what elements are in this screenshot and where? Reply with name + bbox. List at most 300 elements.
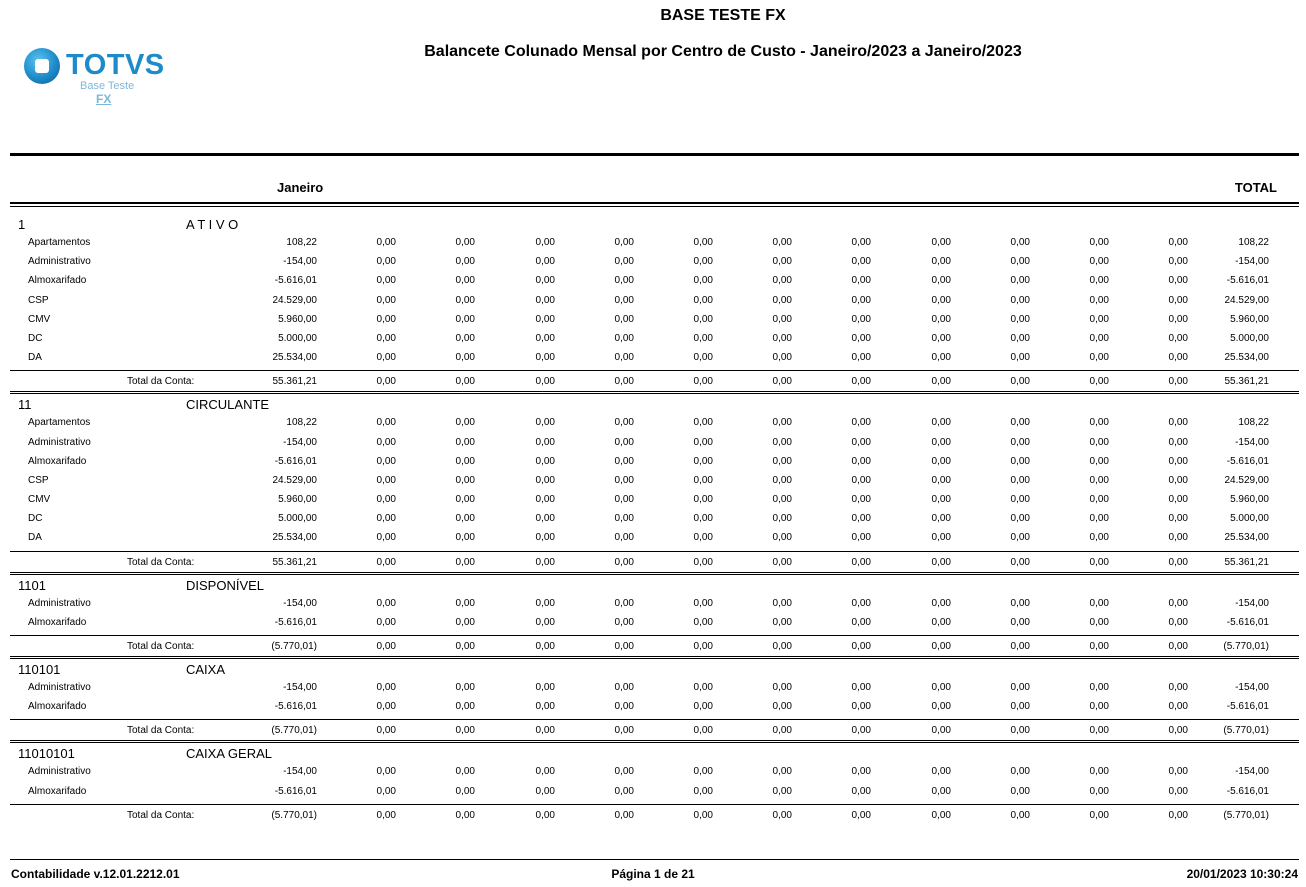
zero-value-cell: 0,00 <box>535 597 555 609</box>
zero-value-cell: 0,00 <box>931 641 951 652</box>
zero-value-cell: 0,00 <box>376 376 396 388</box>
account-section <box>0 743 1306 824</box>
zero-value-cell: 0,00 <box>614 332 634 344</box>
janeiro-value-cell: -154,00 <box>283 597 317 609</box>
zero-value-cell: 0,00 <box>376 313 396 325</box>
janeiro-value-cell: 5.000,00 <box>278 513 317 525</box>
account-total-label: Total da Conta: <box>127 809 195 821</box>
zero-value-cell: 0,00 <box>1168 275 1188 287</box>
report-subtitle: Balancete Colunado Mensal por Centro de Custo - Janeiro/2023 a Janeiro/2023 <box>424 43 1022 60</box>
zero-value-cell: 0,00 <box>1089 474 1109 486</box>
grand-total-cell: (5.770,01) <box>1223 809 1269 821</box>
cost-center-label: Almoxarifado <box>28 616 87 628</box>
logo-line2: FX <box>96 92 112 106</box>
zero-value-cell: 0,00 <box>931 436 951 448</box>
zero-value-cell: 0,00 <box>931 494 951 506</box>
zero-value-cell: 0,00 <box>931 474 951 486</box>
zero-value-cell: 0,00 <box>376 725 396 737</box>
zero-value-cell: 0,00 <box>851 532 871 544</box>
footer-divider <box>10 859 1299 860</box>
zero-value-cell: 0,00 <box>931 682 951 693</box>
zero-value-cell: 0,00 <box>693 556 713 568</box>
cost-center-row <box>0 433 1306 452</box>
zero-value-cell: 0,00 <box>1089 376 1109 388</box>
janeiro-value-cell: 24.529,00 <box>272 294 317 306</box>
zero-value-cell: 0,00 <box>931 701 951 713</box>
zero-value-cell: 0,00 <box>614 597 634 609</box>
cost-center-row <box>0 678 1306 697</box>
zero-value-cell: 0,00 <box>455 474 475 486</box>
zero-value-cell: 0,00 <box>693 417 713 429</box>
zero-value-cell: 0,00 <box>455 597 475 609</box>
zero-value-cell: 0,00 <box>376 494 396 506</box>
zero-value-cell: 0,00 <box>535 494 555 506</box>
cost-center-row <box>0 471 1306 490</box>
zero-value-cell: 0,00 <box>693 494 713 506</box>
zero-value-cell: 0,00 <box>772 313 792 325</box>
grand-total-cell: 55.361,21 <box>1224 376 1269 388</box>
account-code: 1 <box>18 217 26 232</box>
zero-value-cell: 0,00 <box>931 332 951 344</box>
zero-value-cell: 0,00 <box>931 417 951 429</box>
total-value-cell: 5.960,00 <box>1230 313 1269 325</box>
zero-value-cell: 0,00 <box>1010 725 1030 737</box>
zero-value-cell: 0,00 <box>1168 352 1188 364</box>
total-value-cell: -154,00 <box>1235 766 1269 778</box>
zero-value-cell: 0,00 <box>535 474 555 486</box>
company-title: BASE TESTE FX <box>660 7 786 24</box>
cost-center-row <box>0 291 1306 310</box>
zero-value-cell: 0,00 <box>535 785 555 797</box>
zero-value-cell: 0,00 <box>614 256 634 268</box>
account-total-label: Total da Conta: <box>127 641 195 652</box>
cost-center-row <box>0 348 1306 367</box>
cost-center-label: Administrativo <box>28 436 91 448</box>
zero-value-cell: 0,00 <box>851 376 871 388</box>
cost-center-row <box>0 252 1306 271</box>
zero-value-cell: 0,00 <box>851 352 871 364</box>
grand-total-cell: 55.361,21 <box>1224 556 1269 568</box>
zero-value-cell: 0,00 <box>614 417 634 429</box>
zero-value-cell: 0,00 <box>614 352 634 364</box>
zero-value-cell: 0,00 <box>693 701 713 713</box>
zero-value-cell: 0,00 <box>693 682 713 693</box>
cost-center-label: DC <box>28 513 43 525</box>
zero-value-cell: 0,00 <box>1089 513 1109 525</box>
zero-value-cell: 0,00 <box>931 352 951 364</box>
janeiro-value-cell: -5.616,01 <box>274 785 317 797</box>
janeiro-total-cell: (5.770,01) <box>271 725 317 737</box>
zero-value-cell: 0,00 <box>535 616 555 628</box>
zero-value-cell: 0,00 <box>1010 616 1030 628</box>
zero-value-cell: 0,00 <box>1168 701 1188 713</box>
cost-center-label: DA <box>28 352 42 364</box>
zero-value-cell: 0,00 <box>1089 436 1109 448</box>
zero-value-cell: 0,00 <box>535 332 555 344</box>
zero-value-cell: 0,00 <box>455 352 475 364</box>
zero-value-cell: 0,00 <box>851 332 871 344</box>
account-total-row <box>0 371 1306 391</box>
account-name: CAIXA GERAL <box>186 746 272 762</box>
zero-value-cell: 0,00 <box>455 417 475 429</box>
zero-value-cell: 0,00 <box>1089 682 1109 693</box>
cost-center-label: Administrativo <box>28 256 91 268</box>
total-value-cell: -5.616,01 <box>1226 616 1269 628</box>
account-section <box>0 214 1306 394</box>
zero-value-cell: 0,00 <box>455 785 475 797</box>
cost-center-row <box>0 509 1306 528</box>
zero-value-cell: 0,00 <box>376 766 396 778</box>
zero-value-cell: 0,00 <box>851 474 871 486</box>
cost-center-label: Apartamentos <box>28 237 91 248</box>
zero-value-cell: 0,00 <box>693 376 713 388</box>
zero-value-cell: 0,00 <box>1168 237 1188 248</box>
account-name: CIRCULANTE <box>186 397 270 413</box>
zero-value-cell: 0,00 <box>693 436 713 448</box>
footer-page: Página 1 de 21 <box>611 867 695 881</box>
total-value-cell: -154,00 <box>1235 682 1269 693</box>
zero-value-cell: 0,00 <box>772 785 792 797</box>
zero-value-cell: 0,00 <box>535 294 555 306</box>
zero-value-cell: 0,00 <box>772 513 792 525</box>
janeiro-value-cell: 25.534,00 <box>272 352 317 364</box>
cost-center-row <box>0 594 1306 613</box>
zero-value-cell: 0,00 <box>851 237 871 248</box>
cost-center-label: Almoxarifado <box>28 785 87 797</box>
logo-line1: Base Teste <box>80 80 135 92</box>
zero-value-cell: 0,00 <box>535 436 555 448</box>
zero-value-cell: 0,00 <box>693 275 713 287</box>
logo-brand: TOTVS <box>66 49 165 81</box>
zero-value-cell: 0,00 <box>772 275 792 287</box>
zero-value-cell: 0,00 <box>772 556 792 568</box>
account-total-row <box>0 552 1306 572</box>
zero-value-cell: 0,00 <box>614 237 634 248</box>
total-value-cell: 5.000,00 <box>1230 513 1269 525</box>
zero-value-cell: 0,00 <box>693 785 713 797</box>
zero-value-cell: 0,00 <box>693 256 713 268</box>
zero-value-cell: 0,00 <box>455 275 475 287</box>
zero-value-cell: 0,00 <box>1089 494 1109 506</box>
zero-value-cell: 0,00 <box>535 682 555 693</box>
zero-value-cell: 0,00 <box>455 725 475 737</box>
zero-value-cell: 0,00 <box>851 701 871 713</box>
zero-value-cell: 0,00 <box>455 313 475 325</box>
zero-value-cell: 0,00 <box>772 332 792 344</box>
zero-value-cell: 0,00 <box>772 474 792 486</box>
footer-version: Contabilidade v.12.01.2212.01 <box>11 867 180 881</box>
zero-value-cell: 0,00 <box>535 556 555 568</box>
zero-value-cell: 0,00 <box>1010 641 1030 652</box>
zero-value-cell: 0,00 <box>455 701 475 713</box>
zero-value-cell: 0,00 <box>1010 474 1030 486</box>
janeiro-total-cell: (5.770,01) <box>271 809 317 821</box>
zero-value-cell: 0,00 <box>1168 766 1188 778</box>
zero-value-cell: 0,00 <box>614 641 634 652</box>
zero-value-cell: 0,00 <box>1168 494 1188 506</box>
cost-center-row <box>0 697 1306 716</box>
account-section <box>0 659 1306 743</box>
zero-value-cell: 0,00 <box>376 682 396 693</box>
account-code: 11010101 <box>18 746 75 762</box>
zero-value-cell: 0,00 <box>931 376 951 388</box>
zero-value-cell: 0,00 <box>1168 376 1188 388</box>
zero-value-cell: 0,00 <box>1168 785 1188 797</box>
zero-value-cell: 0,00 <box>772 376 792 388</box>
zero-value-cell: 0,00 <box>693 294 713 306</box>
zero-value-cell: 0,00 <box>1010 682 1030 693</box>
cost-center-row <box>0 613 1306 632</box>
zero-value-cell: 0,00 <box>931 556 951 568</box>
zero-value-cell: 0,00 <box>455 532 475 544</box>
zero-value-cell: 0,00 <box>1010 494 1030 506</box>
cost-center-label: Administrativo <box>28 597 91 609</box>
report-body <box>0 214 1306 825</box>
zero-value-cell: 0,00 <box>1089 532 1109 544</box>
zero-value-cell: 0,00 <box>931 455 951 467</box>
account-name: CAIXA <box>186 662 226 677</box>
zero-value-cell: 0,00 <box>851 556 871 568</box>
total-value-cell: 108,22 <box>1238 417 1269 429</box>
zero-value-cell: 0,00 <box>931 313 951 325</box>
zero-value-cell: 0,00 <box>614 532 634 544</box>
zero-value-cell: 0,00 <box>535 455 555 467</box>
zero-value-cell: 0,00 <box>614 455 634 467</box>
zero-value-cell: 0,00 <box>1089 256 1109 268</box>
zero-value-cell: 0,00 <box>693 352 713 364</box>
zero-value-cell: 0,00 <box>772 532 792 544</box>
column-header-divider-2 <box>10 206 1299 207</box>
zero-value-cell: 0,00 <box>614 494 634 506</box>
zero-value-cell: 0,00 <box>535 275 555 287</box>
zero-value-cell: 0,00 <box>851 455 871 467</box>
zero-value-cell: 0,00 <box>535 532 555 544</box>
zero-value-cell: 0,00 <box>772 494 792 506</box>
zero-value-cell: 0,00 <box>693 532 713 544</box>
zero-value-cell: 0,00 <box>851 436 871 448</box>
zero-value-cell: 0,00 <box>535 725 555 737</box>
cost-center-label: Almoxarifado <box>28 701 87 713</box>
account-header <box>0 743 1306 762</box>
zero-value-cell: 0,00 <box>772 417 792 429</box>
zero-value-cell: 0,00 <box>614 436 634 448</box>
zero-value-cell: 0,00 <box>772 641 792 652</box>
cost-center-label: Apartamentos <box>28 417 91 429</box>
total-value-cell: -5.616,01 <box>1226 455 1269 467</box>
zero-value-cell: 0,00 <box>1010 532 1030 544</box>
janeiro-value-cell: 24.529,00 <box>272 474 317 486</box>
zero-value-cell: 0,00 <box>851 275 871 287</box>
zero-value-cell: 0,00 <box>1010 436 1030 448</box>
cost-center-label: CMV <box>28 313 51 325</box>
zero-value-cell: 0,00 <box>693 237 713 248</box>
total-value-cell: 5.000,00 <box>1230 332 1269 344</box>
zero-value-cell: 0,00 <box>1010 455 1030 467</box>
zero-value-cell: 0,00 <box>1010 785 1030 797</box>
zero-value-cell: 0,00 <box>693 766 713 778</box>
zero-value-cell: 0,00 <box>1089 237 1109 248</box>
zero-value-cell: 0,00 <box>535 313 555 325</box>
totvs-logo <box>22 47 165 112</box>
column-header-total: TOTAL <box>1234 180 1277 195</box>
cost-center-label: DC <box>28 332 43 344</box>
zero-value-cell: 0,00 <box>1089 766 1109 778</box>
zero-value-cell: 0,00 <box>455 641 475 652</box>
cost-center-row <box>0 528 1306 547</box>
cost-center-row <box>0 233 1306 252</box>
zero-value-cell: 0,00 <box>772 682 792 693</box>
account-code: 11 <box>18 397 32 413</box>
zero-value-cell: 0,00 <box>614 682 634 693</box>
zero-value-cell: 0,00 <box>376 701 396 713</box>
account-header <box>0 659 1306 678</box>
zero-value-cell: 0,00 <box>851 725 871 737</box>
zero-value-cell: 0,00 <box>1168 513 1188 525</box>
zero-value-cell: 0,00 <box>772 455 792 467</box>
zero-value-cell: 0,00 <box>1168 597 1188 609</box>
zero-value-cell: 0,00 <box>772 237 792 248</box>
zero-value-cell: 0,00 <box>1089 417 1109 429</box>
zero-value-cell: 0,00 <box>693 809 713 821</box>
zero-value-cell: 0,00 <box>1089 352 1109 364</box>
cost-center-label: Almoxarifado <box>28 275 87 287</box>
zero-value-cell: 0,00 <box>693 616 713 628</box>
zero-value-cell: 0,00 <box>693 725 713 737</box>
total-value-cell: 5.960,00 <box>1230 494 1269 506</box>
zero-value-cell: 0,00 <box>1010 376 1030 388</box>
zero-value-cell: 0,00 <box>851 294 871 306</box>
janeiro-value-cell: 25.534,00 <box>272 532 317 544</box>
janeiro-total-cell: 55.361,21 <box>272 556 317 568</box>
zero-value-cell: 0,00 <box>931 809 951 821</box>
zero-value-cell: 0,00 <box>772 616 792 628</box>
zero-value-cell: 0,00 <box>535 256 555 268</box>
zero-value-cell: 0,00 <box>1089 597 1109 609</box>
zero-value-cell: 0,00 <box>376 785 396 797</box>
zero-value-cell: 0,00 <box>614 376 634 388</box>
account-name: DISPONÍVEL <box>186 577 265 593</box>
cost-center-label: CMV <box>28 494 51 506</box>
zero-value-cell: 0,00 <box>1089 556 1109 568</box>
janeiro-value-cell: -154,00 <box>283 766 317 778</box>
zero-value-cell: 0,00 <box>772 256 792 268</box>
zero-value-cell: 0,00 <box>535 417 555 429</box>
zero-value-cell: 0,00 <box>1168 532 1188 544</box>
zero-value-cell: 0,00 <box>931 532 951 544</box>
zero-value-cell: 0,00 <box>851 417 871 429</box>
zero-value-cell: 0,00 <box>1010 809 1030 821</box>
zero-value-cell: 0,00 <box>1010 237 1030 248</box>
zero-value-cell: 0,00 <box>851 641 871 652</box>
zero-value-cell: 0,00 <box>1089 616 1109 628</box>
zero-value-cell: 0,00 <box>1168 641 1188 652</box>
zero-value-cell: 0,00 <box>772 597 792 609</box>
zero-value-cell: 0,00 <box>1010 701 1030 713</box>
zero-value-cell: 0,00 <box>1089 809 1109 821</box>
header-divider <box>10 153 1299 156</box>
total-value-cell: 25.534,00 <box>1224 532 1269 544</box>
zero-value-cell: 0,00 <box>1168 809 1188 821</box>
zero-value-cell: 0,00 <box>535 701 555 713</box>
account-total-row <box>0 805 1306 825</box>
cost-center-label: Administrativo <box>28 682 91 693</box>
total-value-cell: -5.616,01 <box>1226 701 1269 713</box>
account-total-label: Total da Conta: <box>127 376 195 388</box>
janeiro-value-cell: -154,00 <box>283 436 317 448</box>
zero-value-cell: 0,00 <box>455 256 475 268</box>
zero-value-cell: 0,00 <box>614 616 634 628</box>
account-header <box>0 214 1306 233</box>
janeiro-value-cell: 108,22 <box>286 417 317 429</box>
janeiro-value-cell: 108,22 <box>286 237 317 248</box>
zero-value-cell: 0,00 <box>1168 417 1188 429</box>
zero-value-cell: 0,00 <box>772 294 792 306</box>
grand-total-cell: (5.770,01) <box>1223 641 1269 652</box>
zero-value-cell: 0,00 <box>1168 556 1188 568</box>
zero-value-cell: 0,00 <box>1010 766 1030 778</box>
zero-value-cell: 0,00 <box>1168 256 1188 268</box>
zero-value-cell: 0,00 <box>535 376 555 388</box>
zero-value-cell: 0,00 <box>535 766 555 778</box>
zero-value-cell: 0,00 <box>614 809 634 821</box>
zero-value-cell: 0,00 <box>1089 701 1109 713</box>
zero-value-cell: 0,00 <box>772 766 792 778</box>
zero-value-cell: 0,00 <box>455 237 475 248</box>
zero-value-cell: 0,00 <box>614 513 634 525</box>
total-value-cell: -5.616,01 <box>1226 785 1269 797</box>
account-total-label: Total da Conta: <box>127 725 195 737</box>
zero-value-cell: 0,00 <box>851 513 871 525</box>
zero-value-cell: 0,00 <box>1168 725 1188 737</box>
total-value-cell: -5.616,01 <box>1226 275 1269 287</box>
zero-value-cell: 0,00 <box>1089 785 1109 797</box>
zero-value-cell: 0,00 <box>455 682 475 693</box>
account-code: 1101 <box>18 577 46 593</box>
zero-value-cell: 0,00 <box>931 785 951 797</box>
janeiro-value-cell: -154,00 <box>283 256 317 268</box>
zero-value-cell: 0,00 <box>851 785 871 797</box>
zero-value-cell: 0,00 <box>693 332 713 344</box>
janeiro-value-cell: -5.616,01 <box>274 616 317 628</box>
zero-value-cell: 0,00 <box>931 275 951 287</box>
zero-value-cell: 0,00 <box>1010 332 1030 344</box>
zero-value-cell: 0,00 <box>851 766 871 778</box>
zero-value-cell: 0,00 <box>1168 682 1188 693</box>
zero-value-cell: 0,00 <box>931 725 951 737</box>
zero-value-cell: 0,00 <box>1010 352 1030 364</box>
zero-value-cell: 0,00 <box>535 237 555 248</box>
zero-value-cell: 0,00 <box>1168 436 1188 448</box>
zero-value-cell: 0,00 <box>376 809 396 821</box>
zero-value-cell: 0,00 <box>931 513 951 525</box>
zero-value-cell: 0,00 <box>693 597 713 609</box>
janeiro-value-cell: -5.616,01 <box>274 701 317 713</box>
zero-value-cell: 0,00 <box>1089 455 1109 467</box>
zero-value-cell: 0,00 <box>1089 725 1109 737</box>
zero-value-cell: 0,00 <box>772 809 792 821</box>
zero-value-cell: 0,00 <box>376 294 396 306</box>
zero-value-cell: 0,00 <box>614 785 634 797</box>
column-header-janeiro: Janeiro <box>277 180 324 195</box>
zero-value-cell: 0,00 <box>693 641 713 652</box>
zero-value-cell: 0,00 <box>851 809 871 821</box>
zero-value-cell: 0,00 <box>851 256 871 268</box>
zero-value-cell: 0,00 <box>614 701 634 713</box>
zero-value-cell: 0,00 <box>1089 275 1109 287</box>
zero-value-cell: 0,00 <box>772 725 792 737</box>
cost-center-row <box>0 310 1306 329</box>
janeiro-total-cell: 55.361,21 <box>272 376 317 388</box>
